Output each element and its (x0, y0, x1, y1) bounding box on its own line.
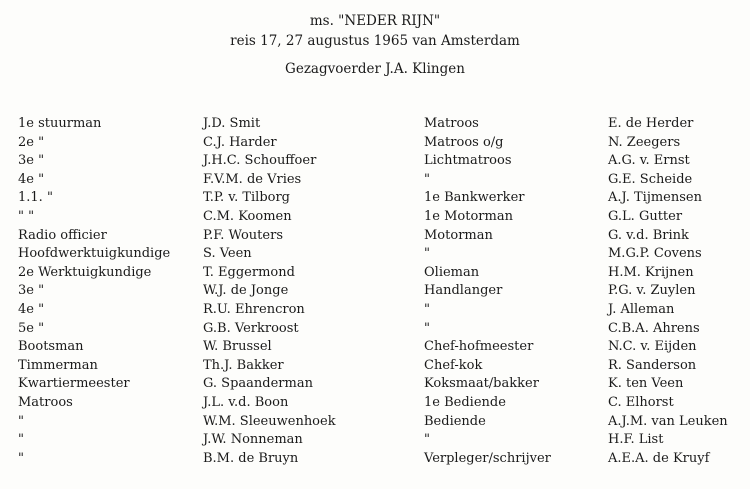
ship-name: ms. "NEDER RIJN" (309, 13, 441, 29)
name-right: M.G.P. Covens (608, 246, 702, 262)
name-right: P.G. v. Zuylen (608, 283, 696, 299)
role-left: 1.1. " (18, 190, 53, 206)
crew-roster (0, 115, 750, 468)
role-left: 2e Werktuigkundige (18, 264, 152, 280)
role-left: Kwartiermeester (18, 376, 130, 392)
role-right: 1e Bediende (424, 394, 506, 410)
voyage-line: reis 17, 27 augustus 1965 van Amsterdam (230, 33, 520, 49)
name-right: G.E. Scheide (608, 171, 693, 187)
role-right: Olieman (424, 264, 480, 280)
name-right: A.G. v. Ernst (608, 153, 690, 169)
crew-row (0, 450, 750, 469)
crew-row (0, 282, 750, 301)
name-right: H.F. List (608, 432, 664, 448)
role-left: Radio officier (18, 227, 107, 243)
name-right: N. Zeegers (608, 134, 681, 150)
name-right: E. de Herder (608, 116, 694, 131)
name-right: A.J. Tijmensen (608, 190, 702, 206)
crew-row (0, 152, 750, 171)
crew-row (0, 320, 750, 339)
crew-row (0, 301, 750, 320)
name-right: A.J.M. van Leuken (608, 413, 728, 429)
role-right: 1e Motorman (424, 208, 513, 224)
name-left: C.J. Harder (203, 134, 277, 150)
name-right: G. v.d. Brink (608, 227, 689, 243)
role-right: Koksmaat/bakker (424, 376, 539, 392)
role-left: " (18, 450, 24, 466)
role-right: Motorman (424, 227, 493, 243)
name-right: H.M. Krijnen (608, 264, 694, 280)
name-left: Th.J. Bakker (203, 357, 284, 373)
name-right: C.B.A. Ahrens (608, 320, 700, 336)
crew-row (0, 394, 750, 413)
crew-row (0, 245, 750, 264)
crew-row (0, 115, 750, 134)
role-left: 1e stuurman (18, 116, 102, 131)
name-right: N.C. v. Eijden (608, 339, 697, 355)
role-left: 5e " (18, 320, 45, 336)
role-right: 1e Bankwerker (424, 190, 525, 206)
name-left: T.P. v. Tilborg (203, 190, 291, 206)
crew-row (0, 357, 750, 376)
name-right: K. ten Veen (608, 376, 684, 392)
name-left: C.M. Koomen (203, 208, 292, 224)
name-left: G.B. Verkroost (203, 320, 299, 336)
name-right: J. Alleman (608, 301, 675, 317)
role-right: Chef-kok (424, 357, 483, 373)
crew-row (0, 134, 750, 153)
crew-row (0, 431, 750, 450)
role-left: 2e " (18, 134, 45, 150)
name-left: F.V.M. de Vries (203, 171, 302, 187)
captain-line: Gezagvoerder J.A. Klingen (285, 61, 465, 77)
name-left: P.F. Wouters (203, 227, 283, 243)
role-right: " (424, 320, 430, 336)
name-left: B.M. de Bruyn (203, 450, 299, 466)
name-left: J.D. Smit (203, 116, 261, 131)
name-left: S. Veen (203, 246, 252, 262)
role-right: " (424, 432, 430, 448)
role-right: Lichtmatroos (424, 153, 512, 169)
name-right: G.L. Gutter (608, 208, 683, 224)
crew-row (0, 264, 750, 283)
role-right: Matroos (424, 116, 479, 131)
name-left: J.W. Nonneman (203, 432, 303, 448)
name-left: R.U. Ehrencron (203, 301, 305, 317)
name-left: W. Brussel (203, 339, 272, 355)
role-right: " (424, 246, 430, 262)
crew-row (0, 375, 750, 394)
name-left: J.H.C. Schouffoer (203, 153, 317, 169)
crew-row (0, 189, 750, 208)
role-left: " " (18, 208, 35, 224)
role-left: Hoofdwerktuigkundige (18, 246, 171, 262)
role-left: Bootsman (18, 339, 84, 355)
role-left: " (18, 432, 24, 448)
role-right: " (424, 301, 430, 317)
name-right: C. Elhorst (608, 394, 674, 410)
role-left: 3e " (18, 153, 45, 169)
name-left: W.M. Sleeuwenhoek (203, 413, 336, 429)
role-left: Timmerman (18, 357, 98, 373)
role-right: " (424, 171, 430, 187)
role-right: Matroos o/g (424, 134, 504, 150)
role-left: Matroos (18, 394, 73, 410)
role-left: 4e " (18, 301, 45, 317)
role-right: Bediende (424, 413, 486, 429)
name-left: G. Spaanderman (203, 376, 313, 392)
role-left: 4e " (18, 171, 45, 187)
name-right: R. Sanderson (608, 357, 697, 373)
name-left: W.J. de Jonge (203, 283, 289, 299)
crew-row (0, 208, 750, 227)
crew-row (0, 413, 750, 432)
role-right: Handlanger (424, 283, 503, 299)
crew-row (0, 338, 750, 357)
name-right: A.E.A. de Kruyf (608, 450, 710, 466)
role-left: 3e " (18, 283, 45, 299)
role-right: Chef-hofmeester (424, 339, 534, 355)
role-left: " (18, 413, 24, 429)
crew-row (0, 171, 750, 190)
name-left: J.L. v.d. Boon (203, 394, 289, 410)
name-left: T. Eggermond (203, 264, 295, 280)
role-right: Verpleger/schrijver (424, 450, 551, 466)
crew-row (0, 227, 750, 246)
